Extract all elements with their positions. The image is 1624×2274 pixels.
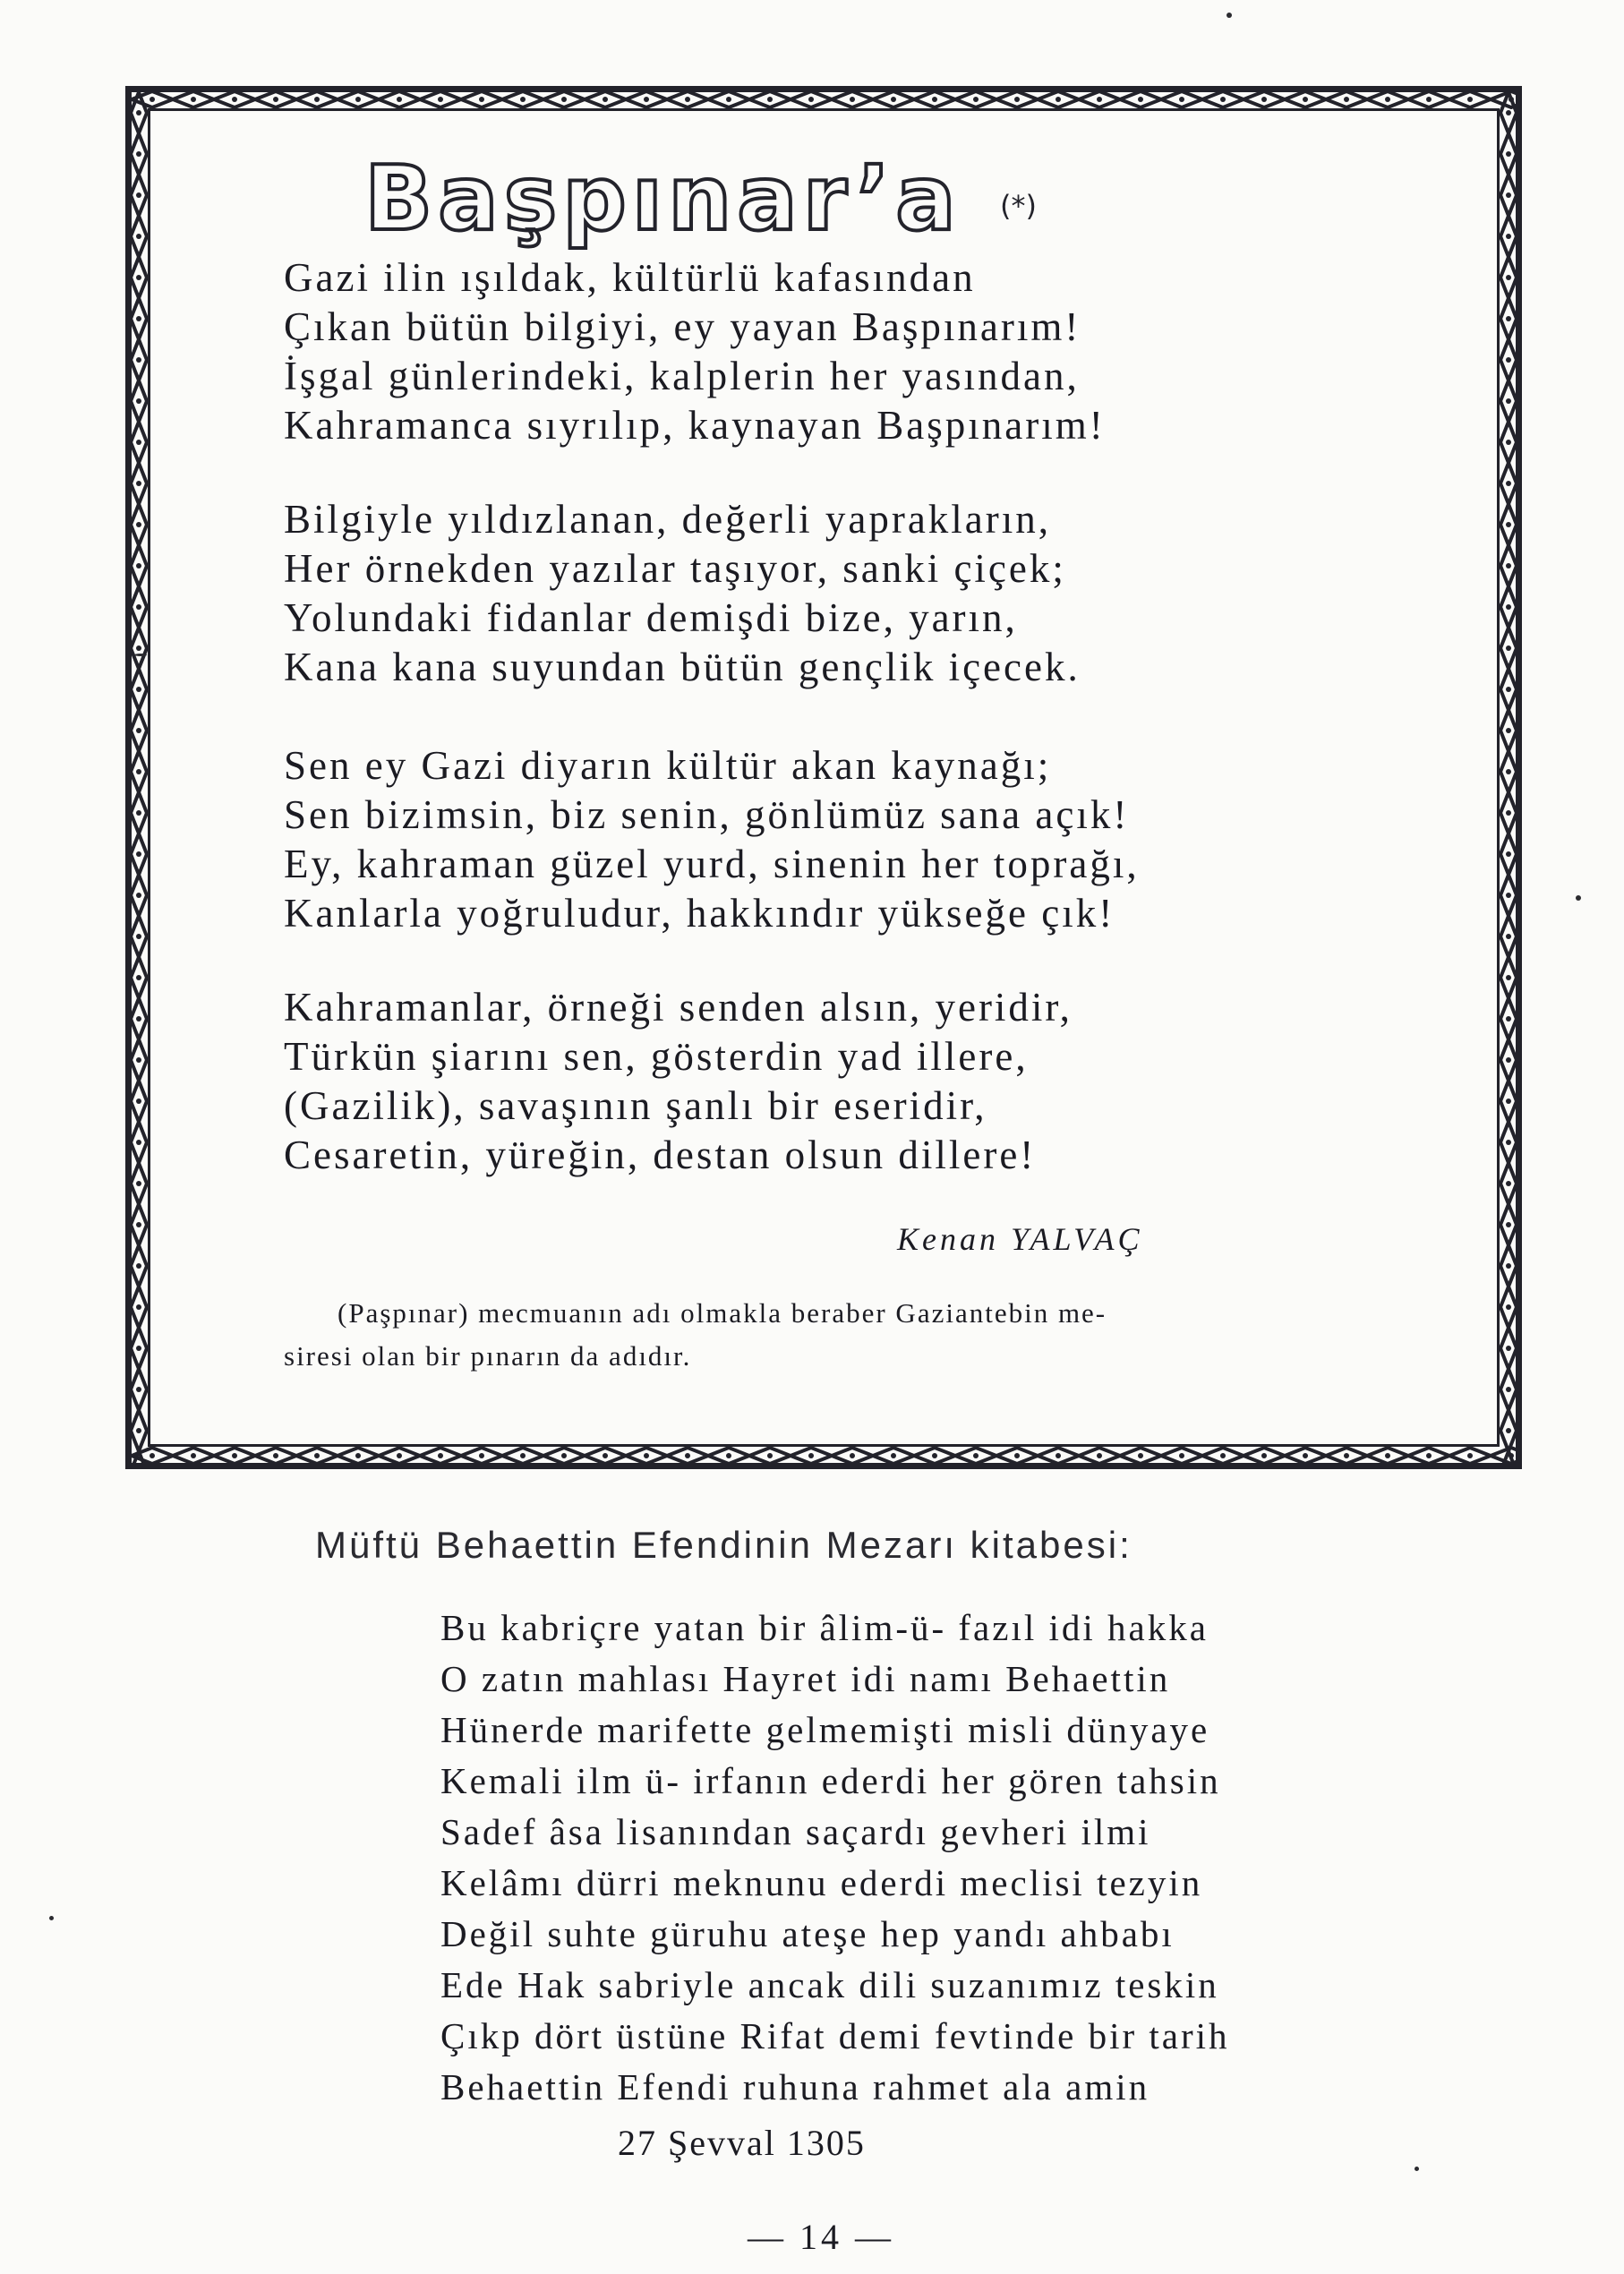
epitaph-line: Sadef âsa lisanından saçardı gevheri ilmi bbox=[440, 1811, 1151, 1852]
poem-line: (Gazilik), savaşının şanlı bir eseridir, bbox=[284, 1083, 987, 1128]
epitaph-text bbox=[440, 1603, 1479, 2113]
frame-ornament-bottom bbox=[132, 1446, 1516, 1466]
frame-ornament-left bbox=[129, 92, 149, 1463]
epitaph-line: O zatın mahlası Hayret idi namı Behaettin bbox=[440, 1658, 1171, 1699]
poem-stanza-3 bbox=[284, 741, 1358, 938]
scan-speck bbox=[1576, 895, 1581, 901]
epitaph-line: Çıkp dört üstüne Rifat demi fevtinde bir tarih bbox=[440, 2015, 1230, 2056]
poem-stanza-2 bbox=[284, 495, 1358, 692]
poem-stanza-1 bbox=[284, 253, 1358, 450]
epitaph-line: Değil suhte güruhu ateşe hep yandı ahbabı bbox=[440, 1913, 1175, 1954]
poem-footnote bbox=[284, 1292, 1483, 1378]
epitaph-line: Kelâmı dürri meknunu ederdi meclisi tezyin bbox=[440, 1862, 1203, 1903]
poem-line: Kahramanca sıyrılıp, kaynayan Başpınarım! bbox=[284, 403, 1106, 448]
footnote-line: (Paşpınar) mecmuanın adı olmakla beraber Gaziantebin me- bbox=[338, 1297, 1107, 1329]
poem-title-footnote-marker: (*) bbox=[1000, 189, 1037, 223]
poem-line: Sen ey Gazi diyarın kültür akan kaynağı; bbox=[284, 743, 1052, 788]
poem-title-row bbox=[364, 146, 1349, 253]
poem-stanza-4 bbox=[284, 983, 1358, 1180]
footnote-line: siresi olan bir pınarın da adıdır. bbox=[284, 1340, 692, 1372]
poem-line: Cesaretin, yüreğin, destan olsun dillere! bbox=[284, 1133, 1037, 1177]
epitaph-date: 27 Şevval 1305 bbox=[618, 2123, 866, 2163]
epitaph-heading: Müftü Behaettin Efendinin Mezarı kitabesi: bbox=[315, 1524, 1133, 1566]
scan-speck bbox=[1227, 13, 1232, 18]
scan-speck bbox=[49, 1916, 54, 1920]
frame-ornament-top bbox=[132, 90, 1516, 109]
scan-speck bbox=[134, 654, 147, 656]
poem-line: Kanlarla yoğruludur, hakkındır yükseğe çık! bbox=[284, 891, 1115, 936]
poem-line: Kahramanlar, örneği senden alsın, yeridir, bbox=[284, 985, 1073, 1030]
poem-line: Sen bizimsin, biz senin, gönlümüz sana açık! bbox=[284, 792, 1130, 837]
epitaph-line: Hünerde marifette gelmemişti misli dünyaye bbox=[440, 1709, 1210, 1750]
epitaph-line: Kemali ilm ü- irfanın ederdi her gören tahsin bbox=[440, 1760, 1221, 1801]
poem-line: Her örnekden yazılar taşıyor, sanki çiçek; bbox=[284, 546, 1066, 591]
poem-line: Kana kana suyundan bütün gençlik içecek. bbox=[284, 645, 1081, 689]
epitaph-line: Bu kabriçre yatan bir âlim-ü- fazıl idi hakka bbox=[440, 1607, 1209, 1648]
epitaph-line: Ede Hak sabriyle ancak dili suzanımız teskin bbox=[440, 1964, 1219, 2005]
poem-line: İşgal günlerindeki, kalplerin her yasından, bbox=[284, 354, 1080, 398]
poem-author: Kenan YALVAÇ bbox=[897, 1221, 1143, 1257]
poem-line: Gazi ilin ışıldak, kültürlü kafasından bbox=[284, 255, 976, 300]
poem-line: Çıkan bütün bilgiyi, ey yayan Başpınarım! bbox=[284, 304, 1081, 349]
decorative-frame bbox=[125, 86, 1522, 1469]
scan-speck bbox=[1415, 2167, 1419, 2171]
poem-line: Ey, kahraman güzel yurd, sinenin her toprağı, bbox=[284, 842, 1140, 886]
poem-line: Yolundaki fidanlar demişdi bize, yarın, bbox=[284, 595, 1018, 640]
epitaph-line: Behaettin Efendi ruhuna rahmet ala amin bbox=[440, 2066, 1150, 2107]
poem-title: Başpınar’a bbox=[364, 146, 962, 251]
poem-line: Bilgiyle yıldızlanan, değerli yaprakların, bbox=[284, 497, 1052, 542]
poem-line: Türkün şiarını sen, gösterdin yad illere, bbox=[284, 1034, 1029, 1079]
frame-ornament-right bbox=[1499, 92, 1518, 1463]
page-number: — 14 — bbox=[748, 2217, 894, 2257]
